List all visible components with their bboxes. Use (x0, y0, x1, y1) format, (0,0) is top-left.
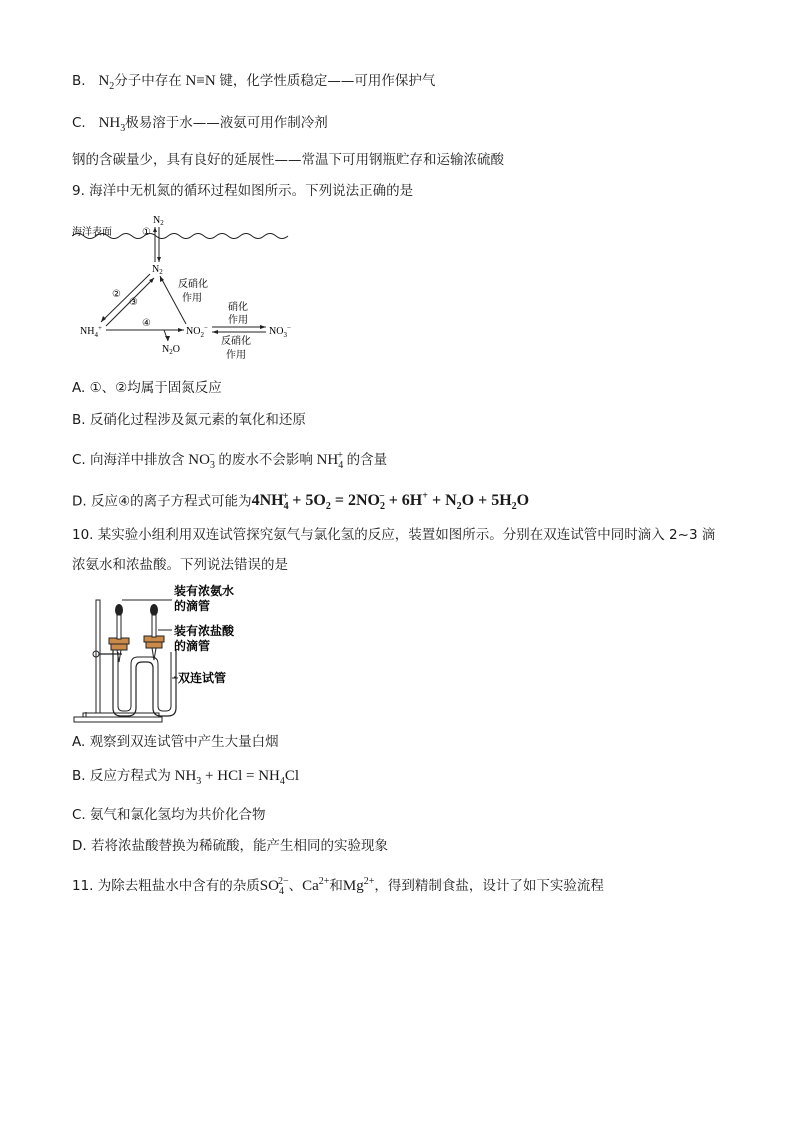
svg-text:作用: 作用 (228, 315, 248, 326)
svg-text:作用: 作用 (182, 293, 202, 304)
option-8c: C. $NH_3$极易溶于水——液氨可用作制冷剂 (72, 115, 328, 134)
option-9b: B. 反硝化过程涉及氮元素的氧化和还原 (72, 412, 306, 428)
svg-text:NO2−: $NO_2^-$ (186, 324, 208, 339)
nitrogen-cycle-diagram (72, 210, 302, 362)
option-9d: D. 反应④的离子方程式可能为$4NH_4^+ + 5O_2 = 2NO_2^- + 6H^+ + N_2O + 5H_2O$ (72, 491, 530, 513)
option-10c: C. 氨气和氯化氢均为共价化合物 (72, 807, 266, 823)
svg-text:反硝化: 反硝化 (221, 336, 251, 347)
option-10b: B. 反应方程式为 $NH_3$ + HCl = $NH_4Cl$ (72, 768, 300, 787)
svg-text:NH4+: $NH_4^+$ (80, 324, 102, 339)
svg-text:②: ② (112, 289, 121, 300)
option-9c: C. 向海洋中排放含 $NO_3^-$ 的废水不会影响 $NH_4^+$ 的含量 (72, 450, 388, 471)
svg-text:的滴管: 的滴管 (174, 639, 211, 653)
option-10a: A. 观察到双连试管中产生大量白烟 (72, 734, 279, 750)
svg-text:N2: $N_2$ (153, 215, 164, 227)
question-11-stem: 11. 为除去粗盐水中含有的杂质$SO_4^{2-}$、$Ca^{2+}$和$Mg^{2+}$，得到精制食盐，设计了如下实验流程 (72, 876, 604, 897)
label-hcl-dropper: 装有浓盐酸 (174, 624, 235, 638)
option-8b: B. $N_2$分子中存在 N≡N 键，化学性质稳定——可用作保护气 (72, 73, 436, 92)
option-9a: A. ①、②均属于固氮反应 (72, 380, 222, 396)
svg-text:反硝化: 反硝化 (178, 279, 208, 290)
sea-surface-label: 海洋表面 (72, 227, 112, 238)
double-test-tube-apparatus (72, 582, 262, 724)
svg-text:④: ④ (142, 318, 151, 329)
option-10d: D. 若将浓盐酸替换为稀硫酸，能产生相同的实验现象 (72, 838, 388, 854)
svg-text:③: ③ (129, 297, 138, 308)
svg-text:硝化: 硝化 (228, 302, 248, 313)
svg-text:作用: 作用 (226, 350, 246, 361)
question-10-stem-line2: 浓氨水和浓盐酸。下列说法错误的是 (72, 557, 288, 573)
question-10-stem-line1: 10. 某实验小组利用双连试管探究氨气与氯化氢的反应，装置如图所示。分别在双连试管中同时滴入 2~3 滴 (72, 527, 716, 543)
svg-text:①: ① (142, 227, 151, 238)
label-double-tube: 双连试管 (178, 671, 227, 685)
label-ammonia-dropper: 装有浓氨水 (174, 584, 235, 598)
option-8d: 钢的含碳量少，具有良好的延展性——常温下可用钢瓶贮存和运输浓硫酸 (72, 152, 504, 168)
svg-text:NO3−: $NO_3^-$ (269, 324, 291, 339)
svg-text:的滴管: 的滴管 (174, 599, 211, 613)
svg-text:N2: $N_2$ (152, 264, 163, 276)
question-9-stem: 9. 海洋中无机氮的循环过程如图所示。下列说法正确的是 (72, 183, 414, 199)
svg-text:N2O: $N_2O$ (162, 344, 180, 356)
